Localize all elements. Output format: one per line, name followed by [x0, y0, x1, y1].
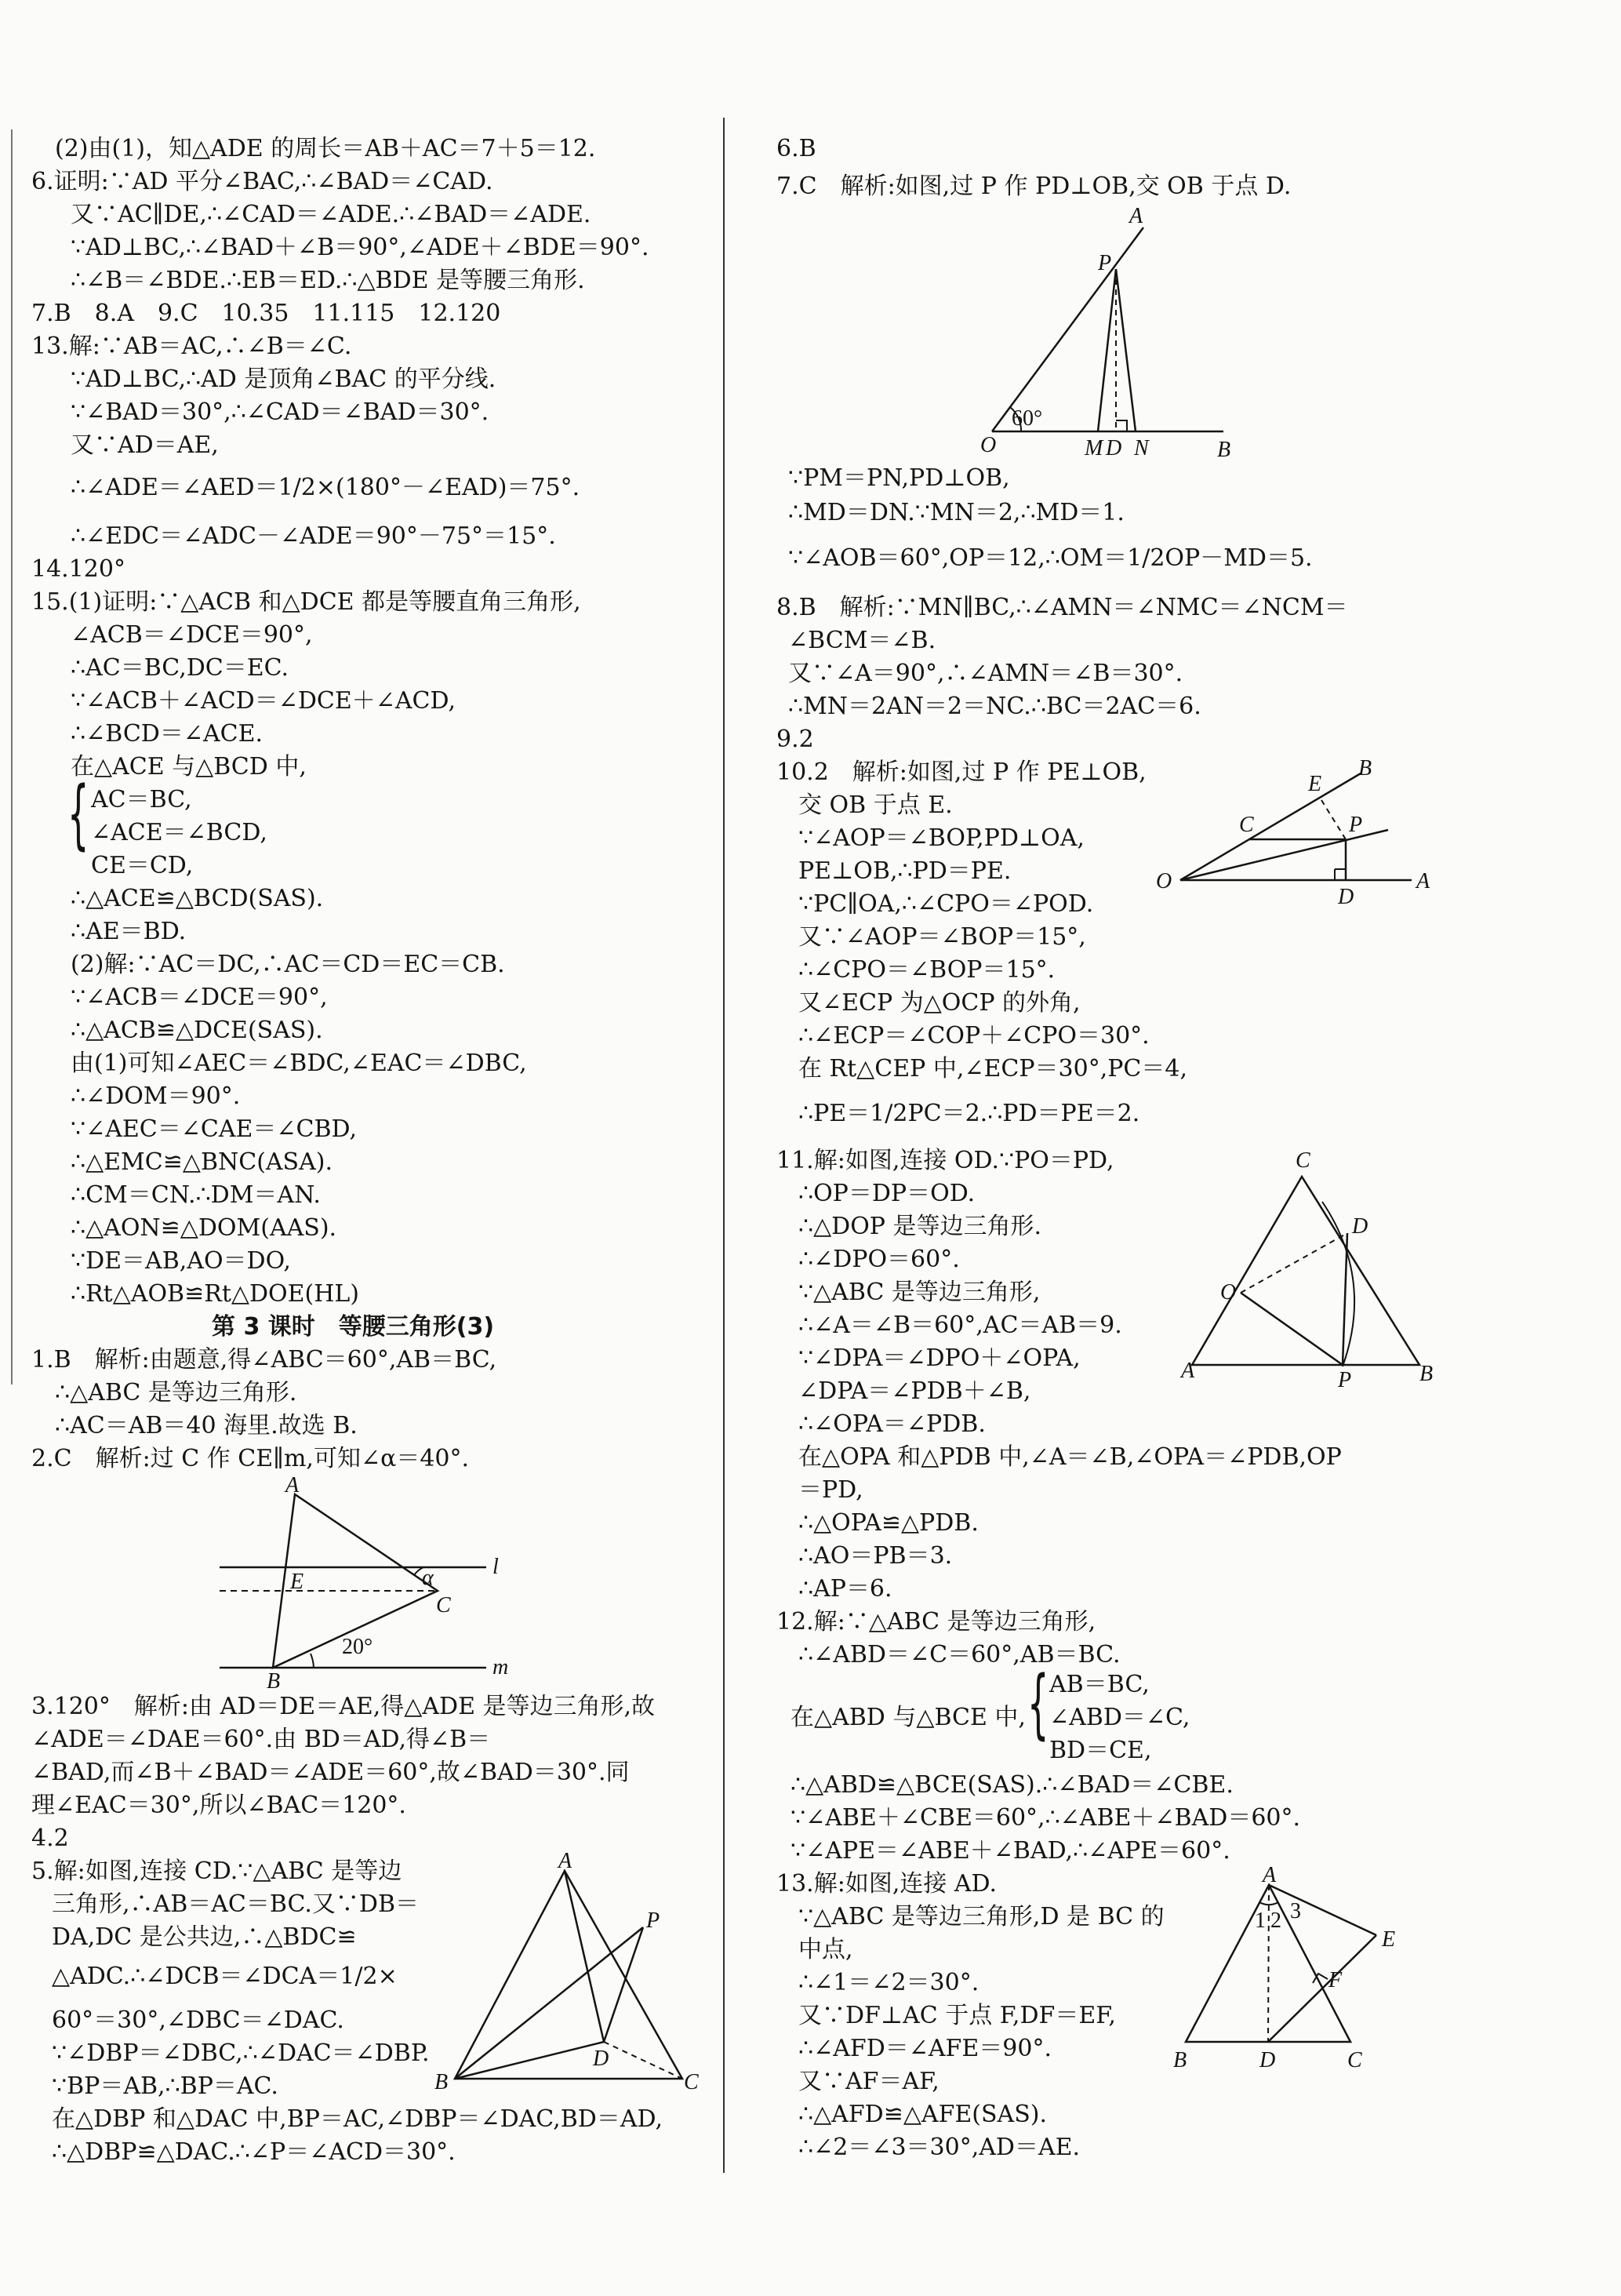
text-line: ∴△ACB≌△DCE(SAS). [71, 1017, 323, 1044]
fig13-label: 3 [1290, 1899, 1301, 1923]
text-line: ∴PE＝1/2PC＝2.∴PD＝PE＝2. [798, 1100, 1140, 1127]
text-line: ＝PD, [798, 1476, 863, 1504]
fig2-label: B [267, 1669, 281, 1694]
brace-symbol: { [1027, 1660, 1049, 1748]
text-line: 又∵∠A＝90°,∴∠AMN＝∠B＝30°. [788, 660, 1183, 687]
fig7-label: 60° [1012, 406, 1043, 431]
text-line: ∵∠AEC＝∠CAE＝∠CBD, [71, 1115, 358, 1143]
text-line: ∴AE＝BD. [71, 918, 187, 945]
text-line: ∵∠ACB＋∠ACD＝∠DCE＋∠ACD, [71, 687, 456, 715]
text-line: ∠ACB＝∠DCE＝90°, [71, 621, 313, 649]
text-line: 1.B 解析:由题意,得∠ABC＝60°,AB＝BC, [31, 1346, 497, 1374]
text-line: PE⊥OB,∴PD＝PE. [798, 857, 1012, 885]
fig13-label: F [1328, 1968, 1343, 1992]
figure-q2 [212, 1473, 525, 1694]
fig13-label: E [1382, 1927, 1396, 1952]
text-line: 中点, [798, 1936, 853, 1963]
text-line: 在△DBP 和△DAC 中,BP＝AC,∠DBP＝∠DAC,BD＝AD, [52, 2105, 663, 2133]
text-line: 13.解:如图,连接 AD. [776, 1870, 998, 1898]
text-line: ∵∠DPA＝∠DPO＋∠OPA, [798, 1344, 1081, 1372]
text-line: ∴∠B＝∠BDE.∴EB＝ED.∴△BDE 是等腰三角形. [71, 267, 585, 294]
text-line: (2)由(1)，知△ADE 的周长＝AB＋AC＝7＋5＝12. [55, 135, 596, 162]
fig7-label: O [980, 433, 997, 457]
figure-q11 [1169, 1145, 1451, 1396]
text-line: BD＝CE, [1049, 1737, 1152, 1764]
text-line: ∵∠ABE＋∠CBE＝60°,∴∠ABE＋∠BAD＝60°. [791, 1804, 1301, 1832]
fig13-label: D [1259, 2048, 1276, 2072]
text-line: AC＝BC, [91, 786, 192, 813]
fig10-label: C [1239, 813, 1254, 837]
text-line: ∴AC＝AB＝40 海里.故选 B. [55, 1412, 358, 1439]
fig2-label: l [492, 1555, 499, 1579]
fig2-label: E [290, 1570, 304, 1594]
fig13-label: 1 [1255, 1908, 1266, 1933]
text-line: 12.解:∵△ABC 是等边三角形, [776, 1608, 1096, 1636]
figure-q13 [1169, 1863, 1451, 2075]
text-line: CE＝CD, [91, 852, 194, 879]
text-line: ∴△DOP 是等边三角形. [798, 1213, 1042, 1240]
text-line: ∴∠2＝∠3＝30°,AD＝AE. [798, 2134, 1081, 2161]
text-line: ∴AP＝6. [798, 1575, 892, 1603]
fig7-label: P [1098, 251, 1112, 275]
text-line: 7.C 解析:如图,过 P 作 PD⊥OB,交 OB 于点 D. [776, 173, 1292, 200]
text-line: ∠BCM＝∠B. [788, 627, 936, 654]
text-line: ∴OP＝DP＝OD. [798, 1180, 976, 1207]
text-line: 又∠ECP 为△OCP 的外角, [798, 989, 1081, 1017]
text-line: ∵∠ACB＝∠DCE＝90°, [71, 984, 328, 1011]
fig7-label: N [1134, 436, 1149, 460]
fig2-label: A [285, 1473, 300, 1497]
text-line: ∵AD⊥BC,∴AD 是顶角∠BAC 的平分线. [71, 366, 496, 393]
fig5-label: B [434, 2070, 449, 2094]
text-line: 4.2 [31, 1825, 69, 1852]
text-line: ∵PM＝PN,PD⊥OB, [788, 464, 1010, 492]
text-line: ∴AO＝PB＝3. [798, 1542, 953, 1570]
text-line: ∴MD＝DN.∵MN＝2,∴MD＝1. [788, 499, 1125, 526]
text-line: ∴△AFD≌△AFE(SAS). [798, 2101, 1047, 2128]
text-line: ∴△OPA≌△PDB. [798, 1509, 979, 1537]
text-line: ∴△EMC≌△BNC(ASA). [71, 1148, 333, 1176]
text-line: ∴∠DPO＝60°. [798, 1246, 960, 1273]
text-line: 理∠EAC＝30°,所以∠BAC＝120°. [31, 1792, 406, 1819]
fig11-label: O [1220, 1280, 1237, 1304]
text-line: ∵PC∥OA,∴∠CPO＝∠POD. [798, 890, 1094, 918]
text-line: ∴△ACE≌△BCD(SAS). [71, 885, 324, 912]
fig5-label: A [558, 1849, 572, 1873]
fig2-label: α [422, 1566, 434, 1590]
text-line: DA,DC 是公共边,∴△BDC≌ [52, 1923, 357, 1951]
fig10-label: D [1338, 885, 1354, 909]
text-line: 三角形,∴AB＝AC＝BC.又∵DB＝ [52, 1890, 419, 1918]
fig10-label: E [1308, 772, 1322, 796]
text-line: 又∵AC∥DE,∴∠CAD＝∠ADE.∴∠BAD＝∠ADE. [71, 201, 591, 228]
text-line: 又∵AF＝AF, [798, 2068, 940, 2095]
text-line: ∴∠ECP＝∠COP＋∠CPO＝30°. [798, 1022, 1150, 1050]
text-line: ∠DPA＝∠PDB＋∠B, [798, 1377, 1031, 1405]
text-line: ∴△ABC 是等边三角形. [55, 1379, 297, 1406]
text-line: ∴MN＝2AN＝2＝NC.∴BC＝2AC＝6. [788, 693, 1201, 720]
text-line: 14.120° [31, 555, 125, 583]
text-line: 3.120° 解析:由 AD＝DE＝AE,得△ADE 是等边三角形,故 [31, 1693, 656, 1720]
fig7-label: M [1085, 436, 1103, 460]
fig11-label: B [1419, 1362, 1434, 1386]
text-line: ∴∠AFD＝∠AFE＝90°. [798, 2035, 1052, 2062]
text-line: 7.B 8.A 9.C 10.35 11.115 12.120 [31, 300, 501, 327]
text-line: 又∵DF⊥AC 于点 F,DF＝EF, [798, 2002, 1116, 2029]
figure-q10 [1153, 753, 1443, 910]
text-line: △ADC.∴∠DCB＝∠DCA＝1/2× [52, 1963, 398, 1990]
fig13-label: A [1263, 1863, 1277, 1887]
text-line: ∵∠DBP＝∠DBC,∴∠DAC＝∠DBP. [52, 2039, 430, 2067]
fig7-label: A [1129, 204, 1143, 228]
text-line: ∵BP＝AB,∴BP＝AC. [52, 2072, 278, 2100]
column-divider [723, 118, 725, 2173]
text-line: ∴CM＝CN.∴DM＝AN. [71, 1181, 321, 1209]
section-heading: 第 3 课时 等腰三角形(3) [212, 1313, 495, 1341]
text-line: 在△ABD 与△BCE 中, [791, 1704, 1026, 1731]
text-line: ∴∠A＝∠B＝60°,AC＝AB＝9. [798, 1312, 1122, 1339]
text-line: AB＝BC, [1049, 1671, 1150, 1698]
fig10-label: A [1416, 869, 1430, 893]
text-line: 8.B 解析:∵MN∥BC,∴∠AMN＝∠NMC＝∠NCM＝ [776, 594, 1348, 621]
fig13-label: 2 [1270, 1908, 1281, 1933]
text-line: 60°＝30°,∠DBC＝∠DAC. [52, 2007, 344, 2034]
text-line: ∴△DBP≌△DAC.∴∠P＝∠ACD＝30°. [52, 2138, 456, 2166]
text-line: ∴△ABD≌△BCE(SAS).∴∠BAD＝∠CBE. [791, 1771, 1234, 1799]
text-line: 9.2 [776, 726, 814, 753]
text-line: ∠ACE＝∠BCD, [91, 819, 267, 846]
text-line: 2.C 解析:过 C 作 CE∥m,可知∠α＝40°. [31, 1445, 470, 1472]
text-line: ∵∠APE＝∠ABE＋∠BAD,∴∠APE＝60°. [791, 1837, 1230, 1865]
text-line: 在△OPA 和△PDB 中,∠A＝∠B,∠OPA＝∠PDB,OP [798, 1443, 1342, 1471]
text-line: 在 Rt△CEP 中,∠ECP＝30°,PC＝4, [798, 1055, 1188, 1083]
fig10-label: O [1156, 869, 1172, 893]
left-margin-rule [11, 129, 13, 1385]
text-line: ∴∠CPO＝∠BOP＝15°. [798, 956, 1056, 984]
fig5-label: P [646, 1908, 660, 1933]
text-line: 又∵AD＝AE, [71, 431, 219, 459]
text-line: ∵∠AOP＝∠BOP,PD⊥OA, [798, 824, 1085, 852]
fig2-label: C [436, 1593, 451, 1617]
text-line: ∠ABD＝∠C, [1049, 1704, 1190, 1731]
text-line: ∠ADE＝∠DAE＝60°.由 BD＝AD,得∠B＝ [31, 1726, 491, 1753]
fig7-label: B [1217, 438, 1231, 462]
fig11-label: P [1338, 1368, 1352, 1392]
text-line: 6.证明:∵AD 平分∠BAC,∴∠BAD＝∠CAD. [31, 168, 493, 195]
text-line: ∵△ABC 是等边三角形,D 是 BC 的 [798, 1903, 1165, 1930]
fig13-label: C [1347, 2048, 1362, 2072]
text-line: ∴AC＝BC,DC＝EC. [71, 654, 289, 682]
fig7-label: D [1106, 436, 1122, 460]
text-line: 13.解:∵AB＝AC,∴∠B＝∠C. [31, 333, 352, 360]
fig13-label: B [1173, 2048, 1187, 2072]
text-line: ∴∠EDC＝∠ADC－∠ADE＝90°－75°＝15°. [71, 522, 556, 550]
text-line: 交 OB 于点 E. [798, 791, 953, 819]
text-line: ∴△AON≌△DOM(AAS). [71, 1214, 337, 1242]
fig11-label: A [1181, 1359, 1195, 1383]
text-line: 在△ACE 与△BCD 中, [71, 753, 307, 780]
text-line: ∵AD⊥BC,∴∠BAD＋∠B＝90°,∠ADE＋∠BDE＝90°. [71, 234, 649, 261]
text-line: 10.2 解析:如图,过 P 作 PE⊥OB, [776, 759, 1147, 786]
text-line: 11.解:如图,连接 OD.∵PO＝PD, [776, 1147, 1114, 1174]
fig11-label: D [1352, 1214, 1368, 1239]
text-line: 又∵∠AOP＝∠BOP＝15°, [798, 923, 1086, 951]
fig10-label: B [1358, 756, 1372, 780]
figure-q5 [431, 1849, 706, 2094]
text-line: 由(1)可知∠AEC＝∠BDC,∠EAC＝∠DBC, [71, 1050, 527, 1077]
text-line: ∵△ABC 是等边三角形, [798, 1279, 1041, 1306]
fig5-label: D [593, 2047, 609, 2071]
fig2-label: 20° [342, 1635, 373, 1659]
text-line: 6.B [776, 135, 816, 162]
text-line: ∴∠BCD＝∠ACE. [71, 720, 264, 748]
text-line: ∵DE＝AB,AO＝DO, [71, 1247, 291, 1275]
text-line: ∴∠OPA＝∠PDB. [798, 1410, 986, 1438]
fig5-label: C [684, 2070, 699, 2094]
text-line: ∴Rt△AOB≌Rt△DOE(HL) [71, 1280, 359, 1308]
text-line: 5.解:如图,连接 CD.∵△ABC 是等边 [31, 1858, 402, 1885]
brace-symbol: { [67, 770, 89, 858]
text-line: ∴∠1＝∠2＝30°. [798, 1969, 980, 1996]
text-line: 15.(1)证明:∵△ACB 和△DCE 都是等腰直角三角形, [31, 588, 581, 616]
fig10-label: P [1349, 813, 1363, 837]
text-line: (2)解:∵AC＝DC,∴AC＝CD＝EC＝CB. [71, 951, 505, 978]
text-line: ∴∠ABD＝∠C＝60°,AB＝BC. [798, 1641, 1121, 1668]
text-line: ∵∠BAD＝30°,∴∠CAD＝∠BAD＝30°. [71, 398, 489, 426]
fig2-label: m [492, 1655, 509, 1679]
text-line: ∵∠AOB＝60°,OP＝12,∴OM＝1/2OP－MD＝5. [788, 544, 1313, 572]
fig11-label: C [1296, 1148, 1310, 1173]
text-line: ∴∠DOM＝90°. [71, 1083, 241, 1110]
text-line: ∴∠ADE＝∠AED＝1/2×(180°－∠EAD)＝75°. [71, 474, 580, 501]
text-line: ∠BAD,而∠B＋∠BAD＝∠ADE＝60°,故∠BAD＝30°.同 [31, 1759, 630, 1786]
figure-q7 [980, 204, 1270, 463]
